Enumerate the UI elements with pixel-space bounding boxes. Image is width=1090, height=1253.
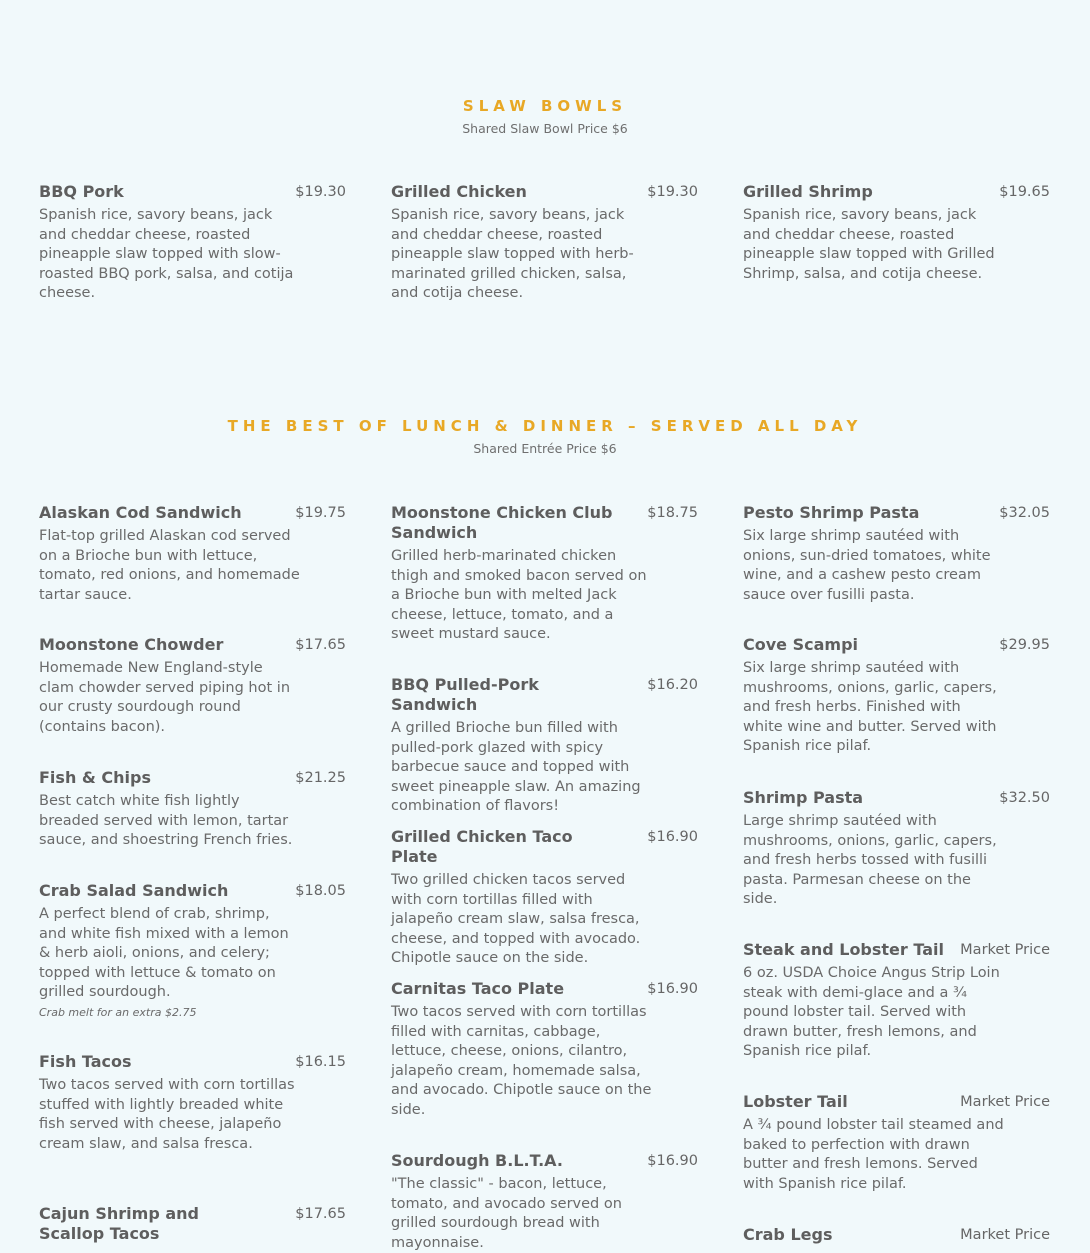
item-price: $19.30: [647, 184, 698, 200]
menu-item: [39, 1052, 346, 1154]
item-price: Market Price: [960, 1094, 1050, 1110]
menu-item: [39, 1204, 346, 1248]
item-name: Carnitas Taco Plate: [391, 979, 565, 998]
menu-item: [743, 1225, 1050, 1249]
item-price: $32.05: [999, 505, 1050, 521]
item-description: Best catch white fish lightly breaded served with lemon, tartar sauce, and shoestring French fries.: [39, 793, 293, 848]
menu-item: [39, 182, 346, 304]
item-description: A perfect blend of crab, shrimp, and white fish mixed with a lemon & herb aioli, onions, and celery; topped with lettuce & tomato on grilled sourdough.: [39, 906, 289, 1000]
section-title: SLAW BOWLS: [462, 97, 628, 115]
section-title: THE BEST OF LUNCH & DINNER – SERVED ALL DAY: [227, 417, 863, 435]
item-name: Pesto Shrimp Pasta: [743, 503, 920, 522]
menu-item: [391, 1151, 698, 1253]
menu-item: [743, 182, 1050, 284]
item-description: Two tacos served with corn tortillas stuffed with lightly breaded white fish served with cheese, jalapeño cream slaw, and salsa fresca.: [39, 1077, 295, 1152]
item-description: Grilled herb-marinated chicken thigh and smoked bacon served on a Brioche bun with melted Jack cheese, lettuce, tomato, and a sweet mustard sauce.: [391, 548, 647, 642]
item-price: $16.15: [295, 1054, 346, 1070]
item-description: 6 oz. USDA Choice Angus Strip Loin steak with demi-glace and a ¾ pound lobster tail. Served with drawn butter, fresh lemons, and Spanish rice pilaf.: [743, 965, 1000, 1059]
section-subtitle: Shared Slaw Bowl Price $6: [462, 121, 628, 136]
menu-item: [743, 788, 1050, 910]
item-price: $16.90: [647, 981, 698, 997]
section-subtitle: Shared Entrée Price $6: [473, 441, 617, 456]
item-description: Spanish rice, savory beans, jack and cheddar cheese, roasted pineapple slaw topped with Grilled Shrimp, salsa, and cotija cheese.: [743, 207, 995, 282]
item-name: Crab Salad Sandwich: [39, 881, 229, 900]
item-name: Fish & Chips: [39, 768, 152, 787]
item-price: Market Price: [960, 1227, 1050, 1243]
item-name: Lobster Tail: [743, 1092, 848, 1111]
menu-item: [391, 827, 698, 969]
menu-item: [39, 881, 346, 1021]
item-name: Crab Legs: [743, 1225, 833, 1244]
item-description: Homemade New England-style clam chowder served piping hot in our crusty sourdough round (contains bacon).: [39, 660, 291, 735]
item-name: BBQ Pork: [39, 182, 124, 201]
menu-item: [743, 1092, 1050, 1194]
item-price: $17.65: [295, 637, 346, 653]
item-price: $29.95: [999, 637, 1050, 653]
item-name: Alaskan Cod Sandwich: [39, 503, 242, 522]
item-price: $16.20: [647, 677, 698, 693]
item-price: Market Price: [960, 942, 1050, 958]
item-description: Large shrimp sautéed with mushrooms, onions, garlic, capers, and fresh herbs tossed with fusilli pasta. Parmesan cheese on the side.: [743, 813, 997, 907]
menu-item: [391, 503, 698, 645]
menu-item: [39, 503, 346, 605]
item-note: Crab melt for an extra $2.75: [39, 1005, 197, 1019]
item-name: Shrimp Pasta: [743, 788, 864, 807]
menu-item: [391, 979, 698, 1120]
item-description: A ¾ pound lobster tail steamed and baked to perfection with drawn butter and fresh lemons. Served with Spanish rice pilaf.: [743, 1117, 1004, 1192]
item-description: Spanish rice, savory beans, jack and cheddar cheese, roasted pineapple slaw topped with herb-marinated grilled chicken, salsa, and cotija cheese.: [391, 207, 634, 301]
slaw-bowls-header: [0, 96, 1090, 138]
item-description: A grilled Brioche bun filled with pulled-pork glazed with spicy barbecue sauce and topped with sweet pineapple slaw. An amazing combination of flavors!: [391, 720, 641, 814]
item-price: $19.75: [295, 505, 346, 521]
item-name: Grilled Chicken Taco Plate: [391, 827, 573, 866]
item-name: Grilled Shrimp: [743, 182, 873, 201]
item-name: Cove Scampi: [743, 635, 858, 654]
menu-item: [743, 503, 1050, 605]
menu-item: [391, 675, 698, 817]
menu-item: [39, 768, 346, 851]
item-price: $16.90: [647, 829, 698, 845]
menu-item: [39, 635, 346, 737]
item-price: $19.65: [999, 184, 1050, 200]
item-price: $21.25: [295, 770, 346, 786]
item-description: Two grilled chicken tacos served with corn tortillas filled with jalapeño cream slaw, salsa fresca, cheese, and topped with avocado. Chipotle sauce on the side.: [391, 872, 641, 966]
menu-item: [743, 940, 1050, 1062]
item-description: Two tacos served with corn tortillas filled with carnitas, cabbage, lettuce, cheese, onions, cilantro, jalapeño cream, homemade salsa, and avocado. Chipotle sauce on the side.: [391, 1004, 652, 1118]
item-name: Moonstone Chowder: [39, 635, 224, 654]
item-price: $18.75: [647, 505, 698, 521]
lunch-dinner-header: [0, 416, 1090, 458]
item-price: $17.65: [295, 1206, 346, 1222]
menu-item: [743, 635, 1050, 757]
item-description: "The classic" - bacon, lettuce, tomato, and avocado served on grilled sourdough bread with mayonnaise.: [391, 1176, 622, 1251]
item-name: Grilled Chicken: [391, 182, 527, 201]
item-description: Spanish rice, savory beans, jack and cheddar cheese, roasted pineapple slaw topped with slow-roasted BBQ pork, salsa, and cotija cheese.: [39, 207, 294, 301]
item-price: $18.05: [295, 883, 346, 899]
item-name: BBQ Pulled-Pork Sandwich: [391, 675, 539, 714]
item-name: Moonstone Chicken Club Sandwich: [391, 503, 613, 542]
item-name: Sourdough B.L.T.A.: [391, 1151, 563, 1170]
item-description: Six large shrimp sautéed with mushrooms, onions, garlic, capers, and fresh herbs. Finished with white wine and butter. Served with Spanish rice pilaf.: [743, 660, 997, 754]
item-name: Cajun Shrimp and Scallop Tacos: [39, 1204, 199, 1243]
item-price: $32.50: [999, 790, 1050, 806]
item-name: Fish Tacos: [39, 1052, 132, 1071]
item-description: Six large shrimp sautéed with onions, sun-dried tomatoes, white wine, and a cashew pesto cream sauce over fusilli pasta.: [743, 528, 991, 603]
item-price: $16.90: [647, 1153, 698, 1169]
item-description: Flat-top grilled Alaskan cod served on a Brioche bun with lettuce, tomato, red onions, and homemade tartar sauce.: [39, 528, 300, 603]
menu-item: [391, 182, 698, 304]
item-name: Steak and Lobster Tail: [743, 940, 944, 959]
item-price: $19.30: [295, 184, 346, 200]
